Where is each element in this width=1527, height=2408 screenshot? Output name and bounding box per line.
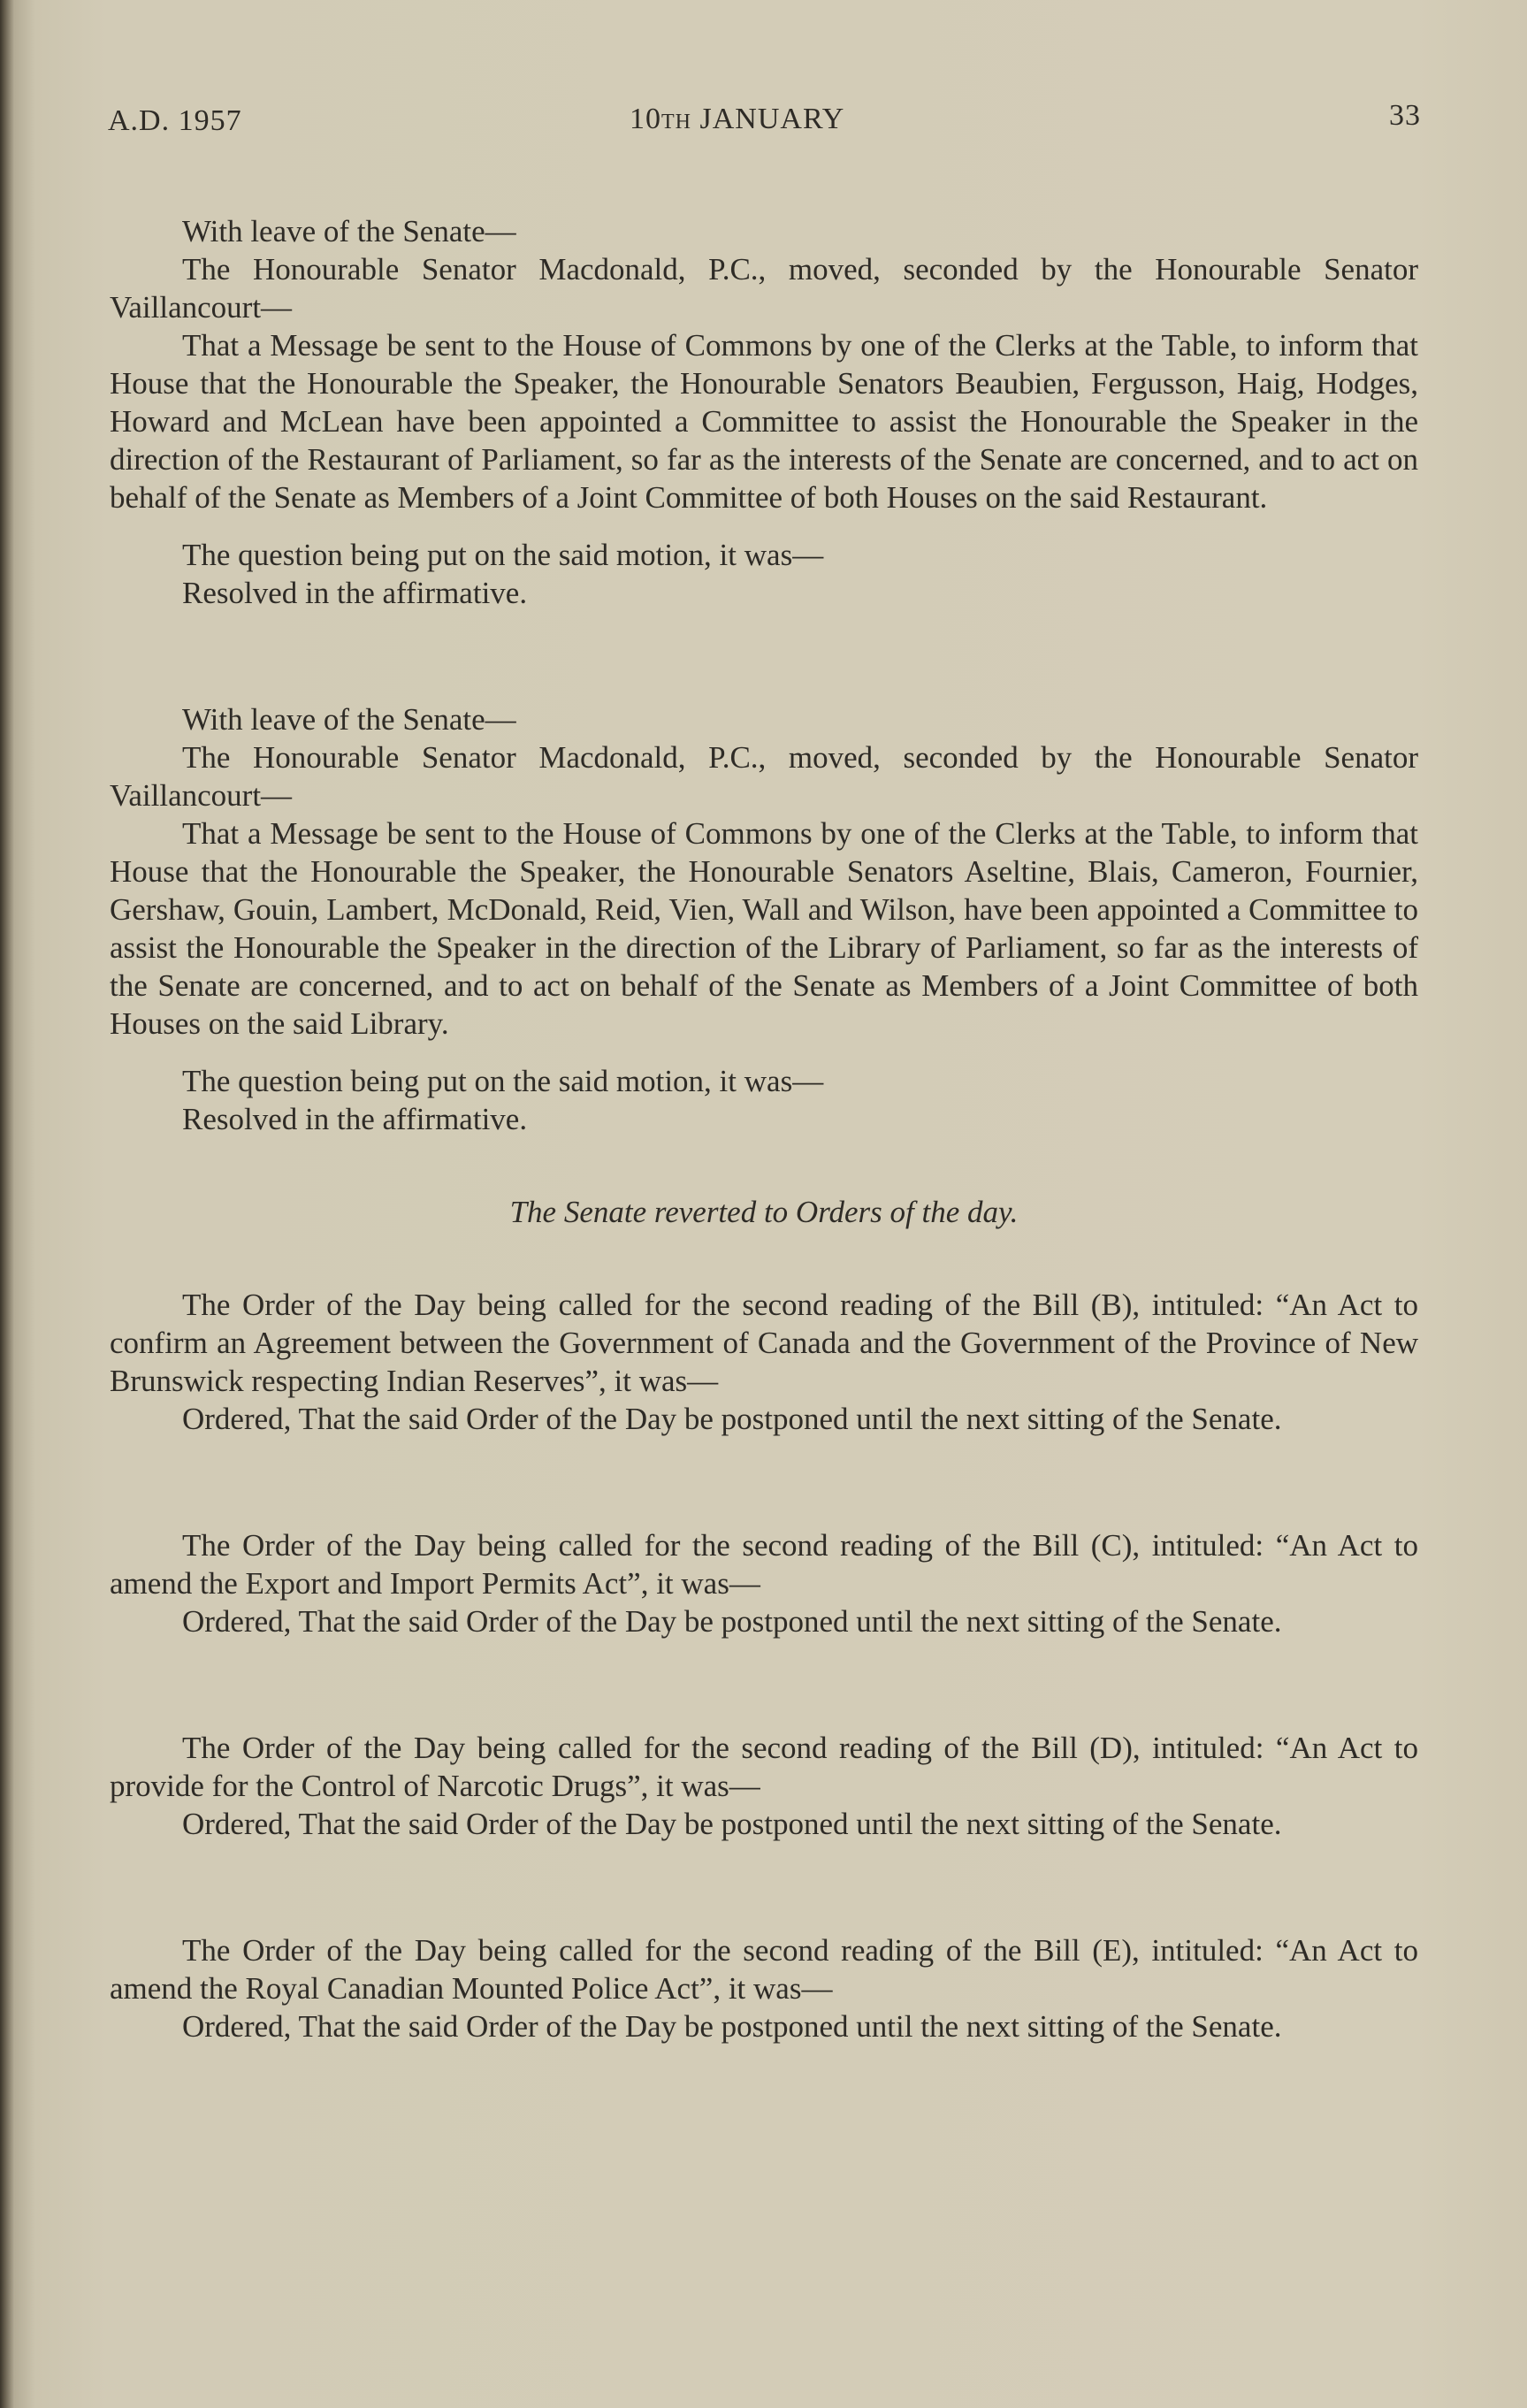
motion2-text: That a Message be sent to the House of Commons by one of the Clerks at the Table, to inform that House that the Honourable the Speaker, the Honourable Senators Aseltine, Blais, Cameron, Fournier, Gershaw, Gouin, Lambert, McDonald, Reid, Vien, Wall and Wilson, have been appointed a Committee to assist the Honourable the Speaker in the direction of the Library of Parliament, so far as the interests of the Senate are concerned, and to act on behalf of the Senate as Members of a Joint Committee of both Houses on the said Library. bbox=[110, 816, 1418, 1041]
order-ordered: Ordered, That the said Order of the Day be postponed until the next sitting of the Senate. bbox=[182, 1604, 1282, 1639]
page-body bbox=[110, 212, 1418, 2045]
header-year: A.D. 1957 bbox=[108, 104, 242, 137]
motion1-resolved: Resolved in the affirmative. bbox=[182, 576, 528, 610]
section-heading: The Senate reverted to Orders of the day. bbox=[509, 1195, 1019, 1229]
running-header bbox=[108, 99, 1421, 143]
header-date-number: 10 bbox=[630, 103, 661, 135]
header-date-suffix: TH bbox=[661, 111, 691, 134]
order-called: The Order of the Day being called for the second reading of the Bill (B), intituled: “An Act to confirm an Agreement between the Government of Canada and the Government of the Province of New Brunswick respecting Indian Reserves”, it was— bbox=[110, 1288, 1418, 1398]
page-number: 33 bbox=[1389, 99, 1421, 132]
order-called: The Order of the Day being called for the second reading of the Bill (C), intituled: “An Act to amend the Export and Import Permits Act”, it was— bbox=[110, 1528, 1418, 1601]
motion1-question: The question being put on the said motion, it was— bbox=[182, 538, 824, 572]
header-date bbox=[630, 103, 844, 136]
order-called: The Order of the Day being called for the second reading of the Bill (D), intituled: “An Act to provide for the Control of Narcotic Drugs”, it was— bbox=[110, 1731, 1418, 1803]
order-ordered: Ordered, That the said Order of the Day be postponed until the next sitting of the Senate. bbox=[182, 1807, 1282, 1841]
motion1-moved: The Honourable Senator Macdonald, P.C., moved, seconded by the Honourable Senator Vaillancourt— bbox=[110, 252, 1418, 325]
order-ordered: Ordered, That the said Order of the Day be postponed until the next sitting of the Senate. bbox=[182, 1402, 1282, 1436]
motion2-question: The question being put on the said motion, it was— bbox=[182, 1064, 824, 1098]
order-called: The Order of the Day being called for the second reading of the Bill (E), intituled: “An Act to amend the Royal Canadian Mounted Police Act”, it was— bbox=[110, 1933, 1418, 2006]
order-ordered: Ordered, That the said Order of the Day be postponed until the next sitting of the Senate. bbox=[182, 2009, 1282, 2044]
motion1-leave: With leave of the Senate— bbox=[182, 214, 516, 248]
header-date-month: JANUARY bbox=[691, 103, 845, 135]
motion2-moved: The Honourable Senator Macdonald, P.C., moved, seconded by the Honourable Senator Vaillancourt— bbox=[110, 740, 1418, 813]
motion2-resolved: Resolved in the affirmative. bbox=[182, 1102, 528, 1136]
motion2-leave: With leave of the Senate— bbox=[182, 702, 516, 737]
motion1-text: That a Message be sent to the House of Commons by one of the Clerks at the Table, to inform that House that the Honourable the Speaker, the Honourable Senators Beaubien, Fergusson, Haig, Hodges, Howard and McLean have been appointed a Committee to assist the Honourable the Speaker in the direction of the Restaurant of Parliament, so far as the interests of the Senate are concerned, and to act on behalf of the Senate as Members of a Joint Committee of both Houses on the said Restaurant. bbox=[110, 328, 1418, 515]
